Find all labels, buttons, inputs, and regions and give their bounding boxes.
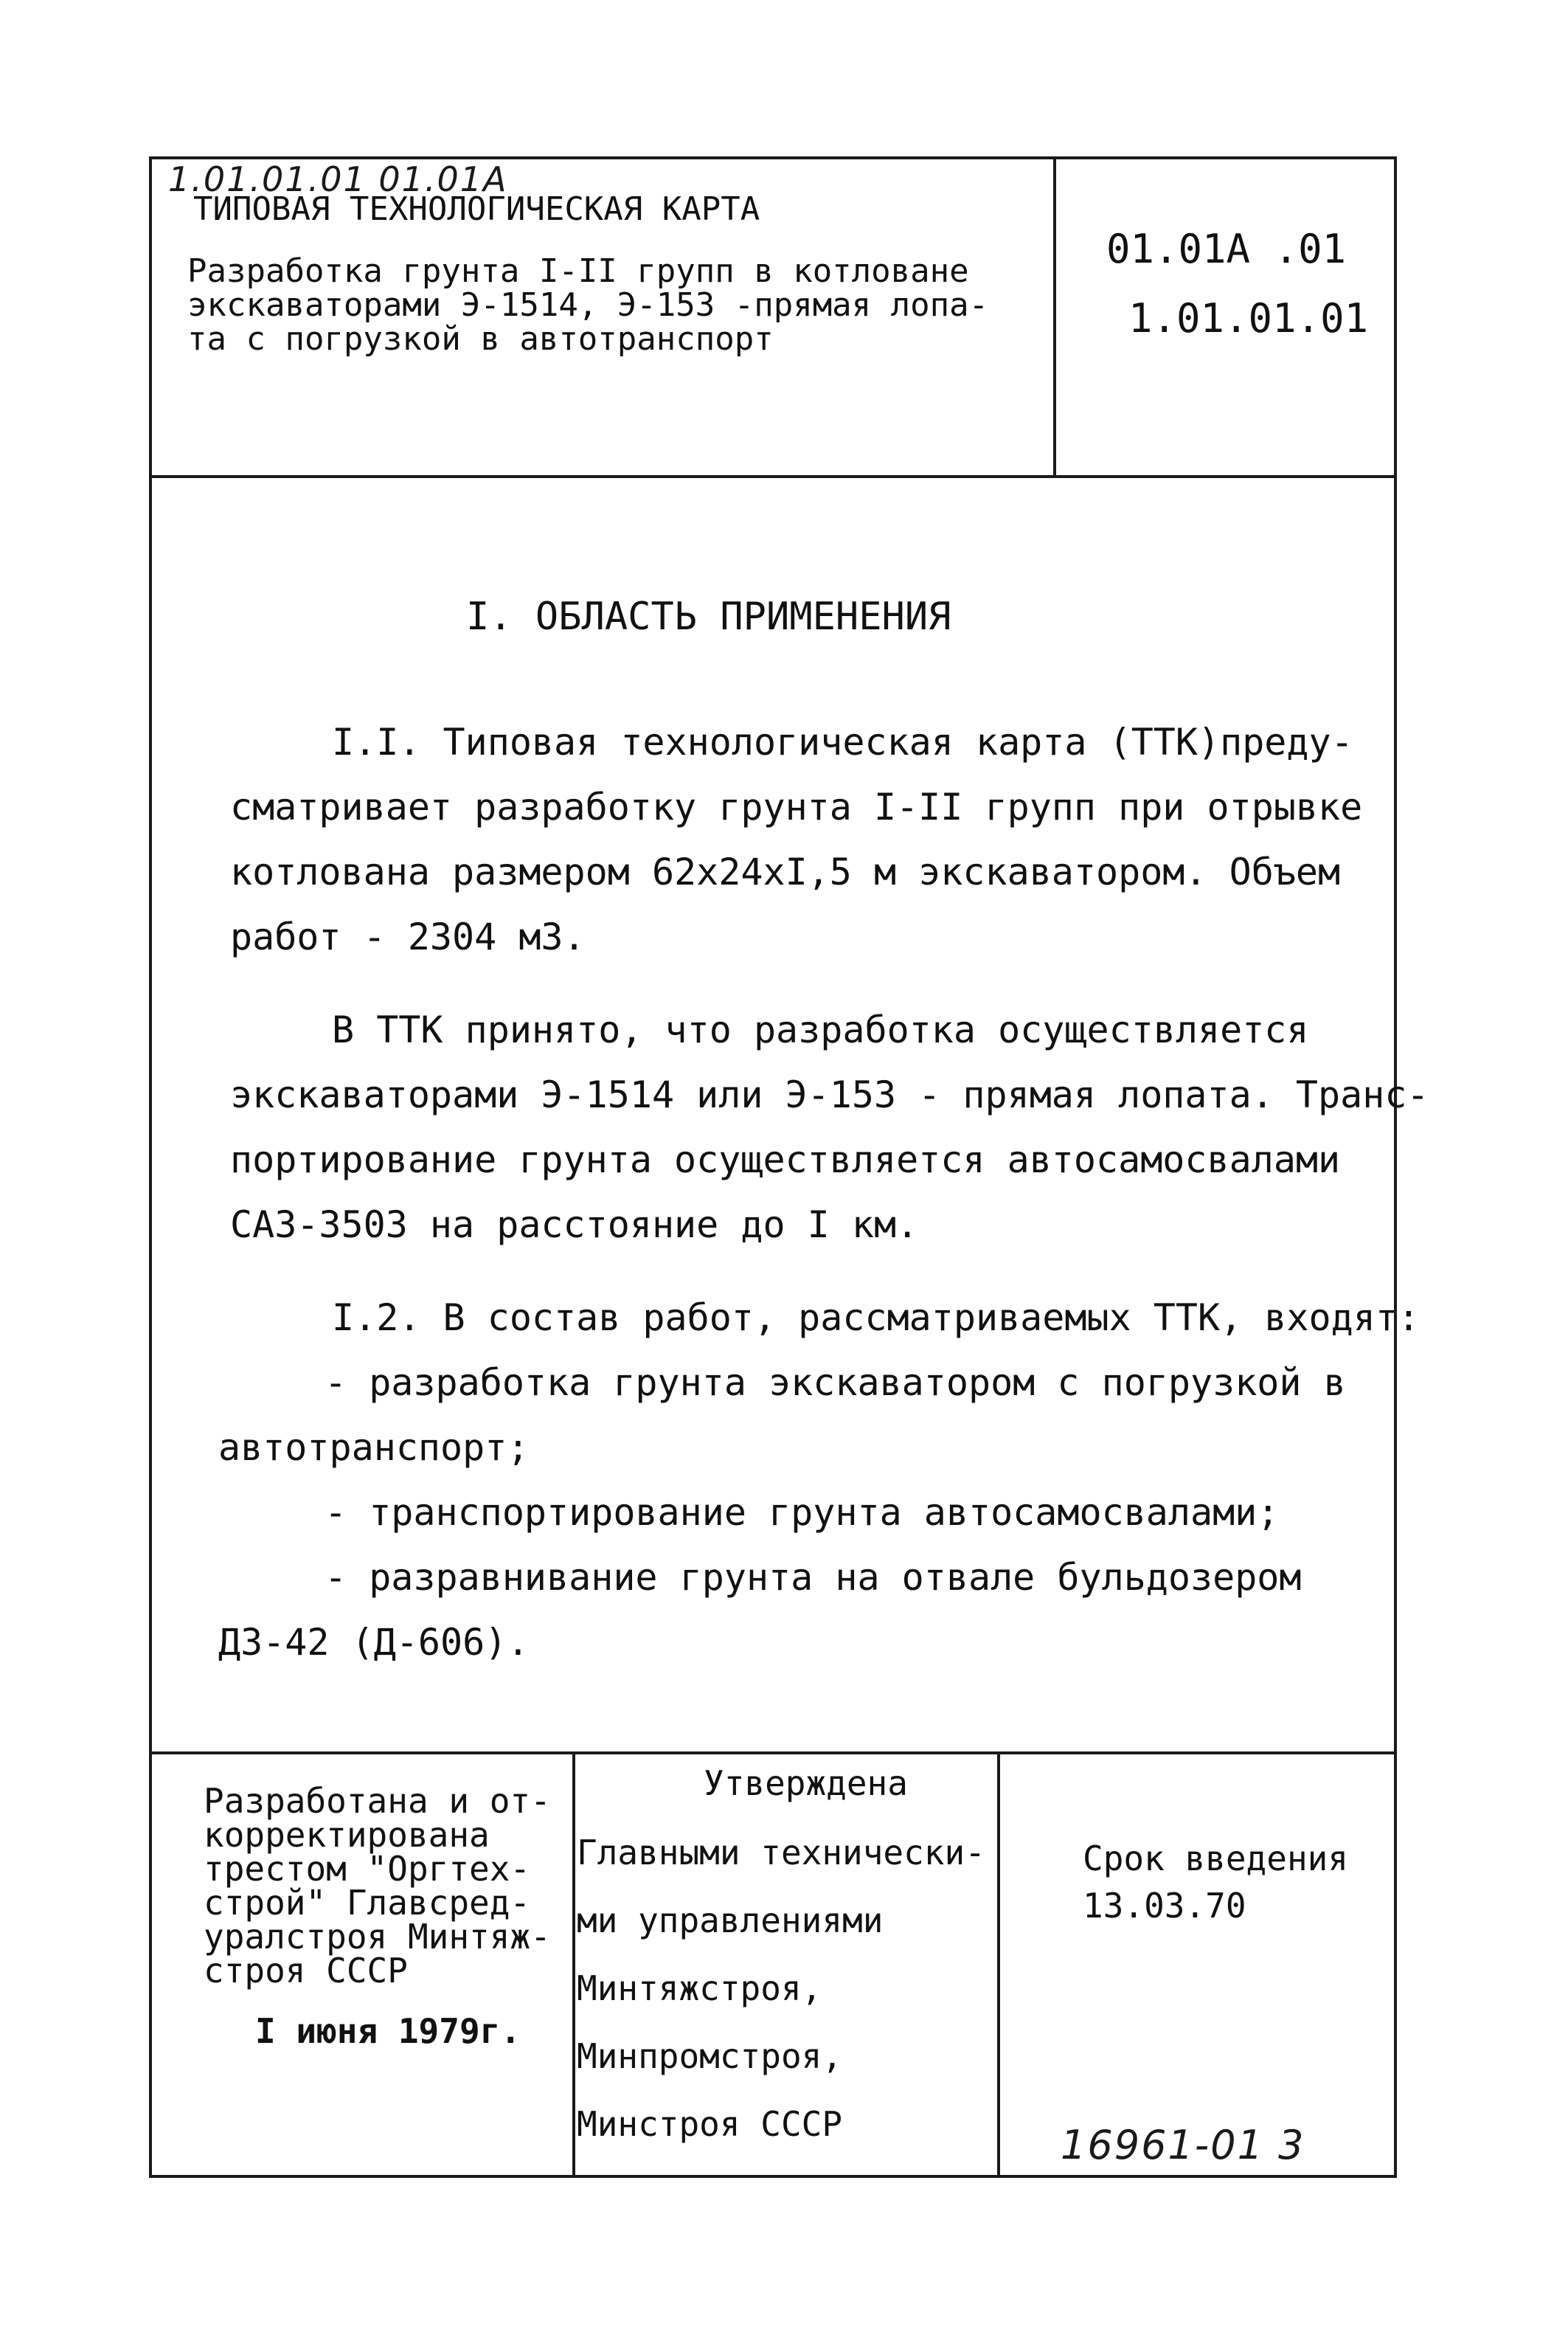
effective-date: 13.03.70 — [1083, 1886, 1246, 1926]
developed-line: строй" Главсред- — [204, 1883, 531, 1923]
footer-divider — [149, 1751, 1397, 1754]
handwritten-number: 16961-01 3 — [1061, 2122, 1305, 2168]
developed-line: корректирована — [204, 1815, 490, 1855]
approved-title: Утверждена — [704, 1763, 908, 1803]
subtitle-line-1: Разработка грунта I-II групп в котловане — [187, 252, 969, 290]
developed-line: уралстроя Минтяж- — [204, 1917, 551, 1957]
paragraph-line: I.I. Типовая технологическая карта (ТТК)преду- — [332, 721, 1353, 764]
approved-line: Минпромстроя, — [577, 2036, 843, 2076]
approved-line: Минтяжстроя, — [577, 1968, 822, 2008]
paragraph-line: - транспортирование грунта автосамосвалами; — [325, 1491, 1280, 1534]
section-heading: I. ОБЛАСТЬ ПРИМЕНЕНИЯ — [466, 595, 951, 639]
paragraph-line: котлована размером 62х24хI,5 м экскаватором. Объем — [230, 851, 1341, 893]
approved-line: ми управлениями — [577, 1900, 884, 1940]
approved-line: Главными технически- — [577, 1833, 985, 1872]
paragraph-line: - разравнивание грунта на отвале бульдозером — [325, 1556, 1302, 1599]
footer-column-divider-1 — [572, 1751, 575, 2178]
paragraph-line: В ТТК принято, что разработка осуществляется — [332, 1009, 1309, 1051]
subtitle-line-3: та с погрузкой в автотранспорт — [187, 320, 774, 358]
developed-line: трестом "Оргтех- — [204, 1849, 531, 1889]
subtitle-line-2: экскаваторами Э-1514, Э-153 -прямая лопа- — [187, 286, 989, 324]
paragraph-line: сматривает разработку грунта I-II групп при отрывке — [230, 786, 1363, 829]
handwritten-codes: 1.01.01.01 01.01А — [168, 159, 508, 199]
footer-column-divider-2 — [997, 1751, 1000, 2178]
document-code-1: 01.01А .01 — [1106, 226, 1347, 272]
header-divider — [149, 475, 1397, 478]
paragraph-line: ДЗ-42 (Д-606). — [218, 1621, 530, 1664]
developed-line: Разработана и от- — [204, 1781, 551, 1821]
paragraph-line: портирование грунта осуществляется автосамосвалами — [230, 1138, 1341, 1181]
paragraph-line: экскаваторами Э-1514 или Э-153 - прямая лопата. Транс- — [230, 1073, 1429, 1116]
header-column-divider — [1053, 156, 1056, 475]
developed-line: строя СССР — [204, 1951, 408, 1990]
paragraph-line: I.2. В состав работ, рассматриваемых ТТК, входят: — [332, 1296, 1420, 1339]
paragraph-line: автотранспорт; — [218, 1426, 530, 1469]
document-title: ТИПОВАЯ ТЕХНОЛОГИЧЕСКАЯ КАРТА — [193, 190, 760, 228]
document-code-2: 1.01.01.01 — [1128, 295, 1369, 342]
approved-line: Минстроя СССР — [577, 2104, 843, 2144]
developed-date: I июня 1979г. — [255, 2011, 521, 2051]
paragraph-line: работ - 2304 м3. — [230, 916, 586, 958]
paragraph-line: САЗ-3503 на расстояние до I км. — [230, 1203, 919, 1246]
paragraph-line: - разработка грунта экскаватором с погрузкой в — [325, 1361, 1346, 1404]
effective-label: Срок введения — [1083, 1839, 1349, 1878]
